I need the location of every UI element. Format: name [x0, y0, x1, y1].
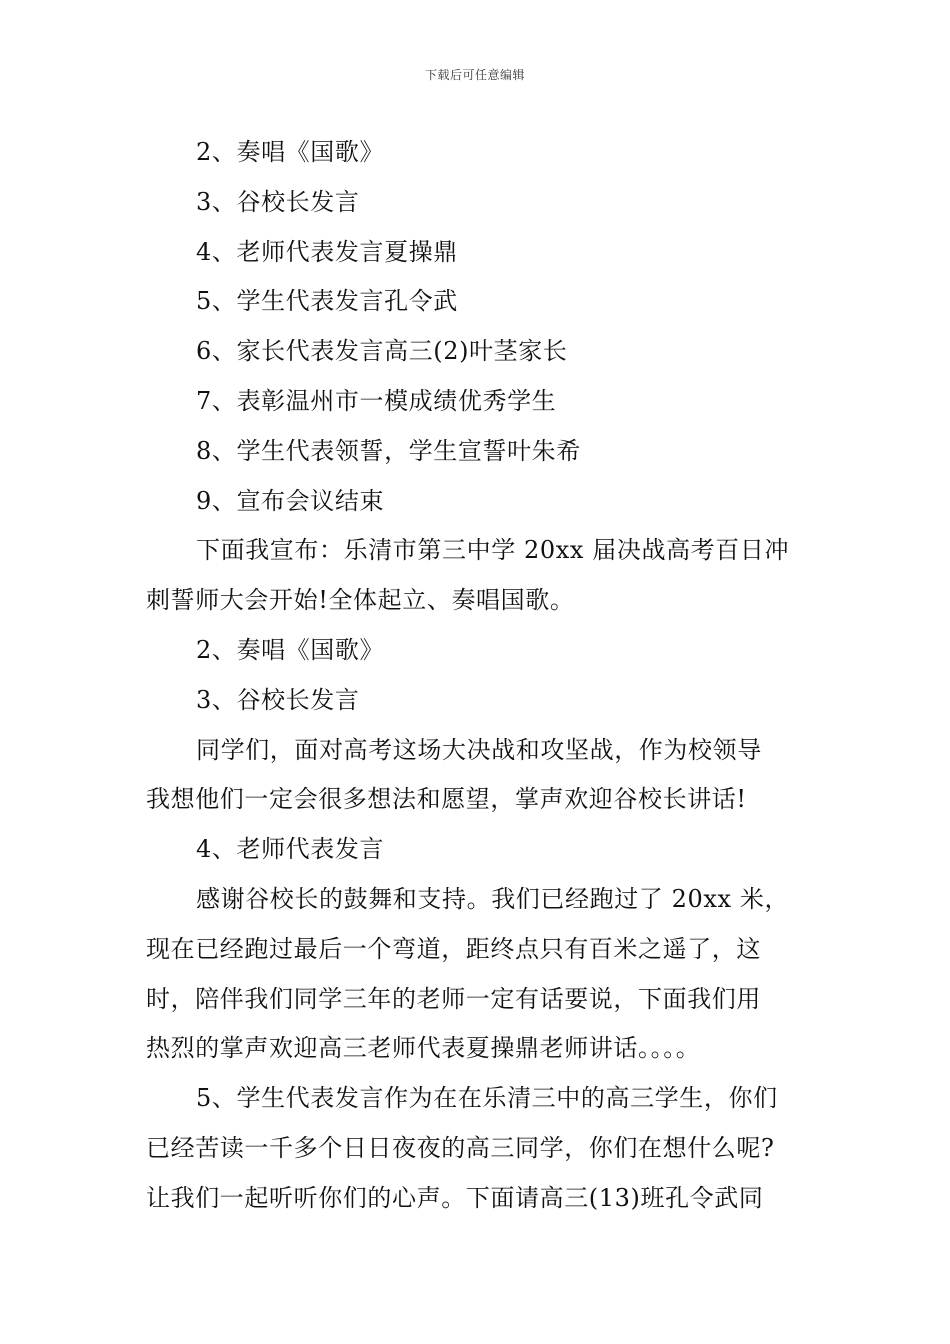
document-body — [146, 128, 810, 1224]
text-line: 4、老师代表发言夏操鼎 — [196, 237, 458, 266]
text-line: 7、表彰温州市一模成绩优秀学生 — [196, 386, 557, 415]
text-line: 已经苦读一千多个日日夜夜的高三同学，你们在想什么呢? — [146, 1133, 775, 1162]
text-line: 9、宣布会议结束 — [196, 486, 385, 515]
text-line: 热烈的掌声欢迎高三老师代表夏操鼎老师讲话。。。。 — [146, 1034, 701, 1063]
page-header: 下载后可任意编辑 — [424, 68, 525, 82]
text-line: 5、学生代表发言作为在在乐清三中的高三学生，你们 — [196, 1084, 778, 1113]
text-line: 8、学生代表领誓，学生宣誓叶朱希 — [196, 436, 581, 465]
text-line: 同学们，面对高考这场大决战和攻坚战，作为校领导 — [196, 735, 762, 764]
text-line: 让我们一起听听你们的心声。下面请高三(13)班孔令武同 — [146, 1183, 764, 1212]
text-line: 4、老师代表发言 — [196, 835, 385, 864]
text-line: 感谢谷校长的鼓舞和支持。我们已经跑过了 20xx 米， — [196, 884, 790, 913]
text-line: 现在已经跑过最后一个弯道，距终点只有百米之遥了，这 — [146, 934, 761, 963]
text-line: 2、奏唱《国歌》 — [196, 635, 385, 664]
text-line: 3、谷校长发言 — [196, 187, 360, 216]
text-line: 刺誓师大会开始!全体起立、奏唱国歌。 — [146, 586, 575, 615]
text-line: 6、家长代表发言高三(2)叶茎家长 — [196, 337, 568, 366]
text-line: 我想他们一定会很多想法和愿望，掌声欢迎谷校长讲话! — [146, 785, 747, 814]
text-line: 5、学生代表发言孔令武 — [196, 287, 458, 316]
text-line: 时，陪伴我们同学三年的老师一定有话要说，下面我们用 — [146, 984, 761, 1013]
text-line: 下面我宣布：乐清市第三中学 20xx 届决战高考百日冲 — [196, 536, 790, 565]
text-line: 2、奏唱《国歌》 — [196, 138, 385, 166]
text-line: 3、谷校长发言 — [196, 685, 360, 714]
